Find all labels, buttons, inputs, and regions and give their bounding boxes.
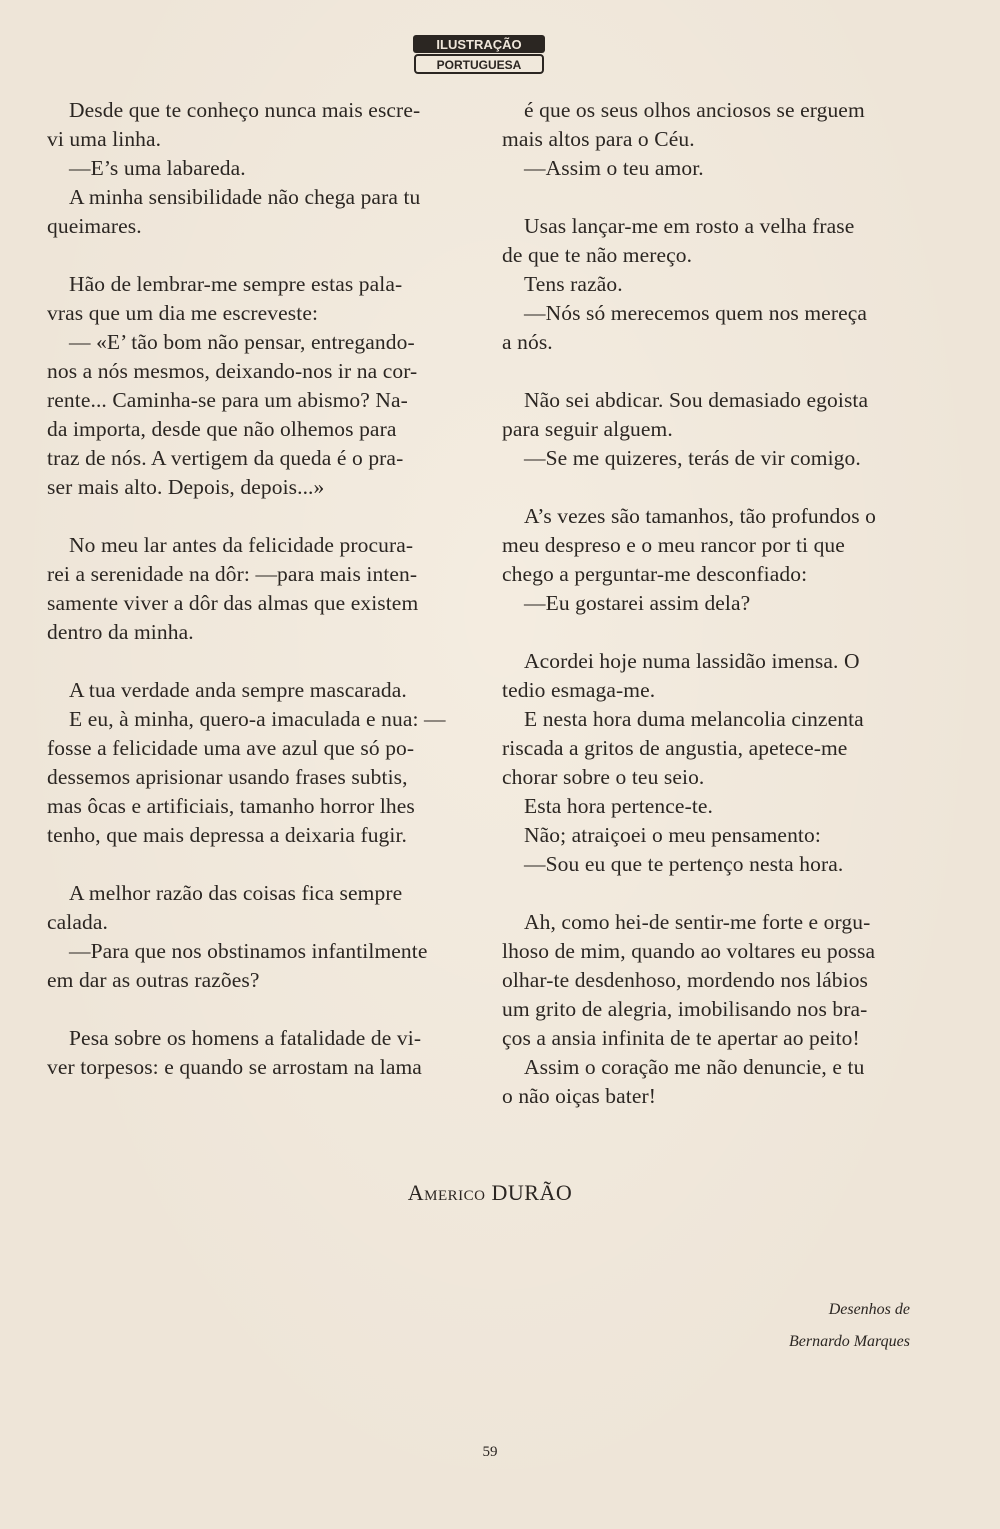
- author-first-name: Americo: [407, 1180, 486, 1205]
- text-line: — «E’ tão bom não pensar, entregando-: [69, 330, 415, 354]
- text-line: nos a nós mesmos, deixando-nos ir na cor-: [47, 359, 418, 383]
- text-line: calada.: [47, 910, 108, 934]
- page-number: 59: [482, 1444, 498, 1460]
- text-line: A tua verdade anda sempre mascarada.: [69, 678, 407, 702]
- right-column: [502, 96, 930, 1140]
- text-line: a nós.: [502, 330, 553, 354]
- paragraph: [47, 676, 472, 850]
- paragraph: [502, 212, 930, 357]
- logo-line2: PORTUGUESA: [436, 58, 522, 72]
- text-line: A melhor razão das coisas fica sempre: [69, 881, 403, 905]
- text-line: para seguir alguem.: [502, 417, 673, 441]
- magazine-logo: [412, 27, 548, 75]
- left-column: [47, 96, 472, 1111]
- text-line: meu despreso e o meu rancor por ti que: [502, 533, 845, 557]
- text-line: ver torpesos: e quando se arrostam na lama: [47, 1055, 422, 1079]
- text-line: rei a serenidade na dôr: —para mais inten-: [47, 562, 418, 586]
- author-last-name: DURÃO: [491, 1180, 573, 1205]
- illustration-credits: [789, 1294, 910, 1358]
- text-line: traz de nós. A vertigem da queda é o pra-: [47, 446, 404, 470]
- paragraph: [502, 502, 930, 618]
- text-line: queimares.: [47, 214, 142, 238]
- text-line: dentro da minha.: [47, 620, 194, 644]
- text-line: —Sou eu que te pertenço nesta hora.: [524, 852, 844, 876]
- text-line: chego a perguntar-me desconfiado:: [502, 562, 808, 586]
- text-line: lhoso de mim, quando ao voltares eu possa: [502, 939, 876, 963]
- text-line: Assim o coração me não denuncie, e tu: [524, 1055, 865, 1079]
- text-line: mas ôcas e artificiais, tamanho horror lhes: [47, 794, 415, 818]
- text-line: Acordei hoje numa lassidão imensa. O: [524, 649, 860, 673]
- text-line: —Assim o teu amor.: [524, 156, 704, 180]
- credits-line-2: Bernardo Marques: [788, 1333, 910, 1350]
- text-line: Pesa sobre os homens a fatalidade de vi-: [69, 1026, 422, 1050]
- paragraph: [502, 386, 930, 473]
- text-line: em dar as outras razões?: [47, 968, 260, 992]
- text-line: E nesta hora duma melancolia cinzenta: [524, 707, 864, 731]
- text-line: Desde que te conheço nunca mais escre-: [69, 98, 421, 122]
- text-line: Ah, como hei-de sentir-me forte e orgu-: [524, 910, 871, 934]
- paragraph: [47, 96, 472, 241]
- text-line: No meu lar antes da felicidade procura-: [69, 533, 414, 557]
- text-line: —E’s uma labareda.: [69, 156, 246, 180]
- text-line: dessemos aprisionar usando frases subtis,: [47, 765, 408, 789]
- paragraph: [502, 647, 930, 879]
- paragraph: [47, 879, 472, 995]
- logo-line1: ILUSTRAÇÃO: [436, 37, 522, 52]
- text-line: de que te não mereço.: [502, 243, 693, 267]
- text-line: Usas lançar-me em rosto a velha frase: [524, 214, 855, 238]
- text-line: chorar sobre o teu seio.: [502, 765, 705, 789]
- paragraph: [502, 96, 930, 183]
- text-line: samente viver a dôr das almas que existem: [47, 591, 419, 615]
- text-line: olhar-te desdenhoso, mordendo nos lábios: [502, 968, 869, 992]
- paragraph: [47, 531, 472, 647]
- text-line: ços a ansia infinita de te apertar ao peito!: [502, 1026, 860, 1050]
- text-line: Não sei abdicar. Sou demasiado egoista: [524, 388, 869, 412]
- text-line: A minha sensibilidade não chega para tu: [69, 185, 421, 209]
- text-line: da importa, desde que não olhemos para: [47, 417, 397, 441]
- text-line: Tens razão.: [524, 272, 623, 296]
- text-line: riscada a gritos de angustia, apetece-me: [502, 736, 848, 760]
- text-line: é que os seus olhos anciosos se erguem: [524, 98, 865, 122]
- text-line: vras que um dia me escreveste:: [47, 301, 319, 325]
- text-line: A’s vezes são tamanhos, tão profundos o: [524, 504, 877, 528]
- text-line: tenho, que mais depressa a deixaria fugir.: [47, 823, 408, 847]
- text-line: rente... Caminha-se para um abismo? Na-: [47, 388, 408, 412]
- text-line: E eu, à minha, quero-a imaculada e nua: —: [69, 707, 446, 731]
- text-line: —Nós só merecemos quem nos mereça: [524, 301, 868, 325]
- magazine-logo-graphic: [412, 27, 548, 75]
- text-line: vi uma linha.: [47, 127, 162, 151]
- text-line: Hão de lembrar-me sempre estas pala-: [69, 272, 403, 296]
- text-line: —Eu gostarei assim dela?: [524, 591, 751, 615]
- text-line: fosse a felicidade uma ave azul que só po-: [47, 736, 415, 760]
- text-line: tedio esmaga-me.: [502, 678, 656, 702]
- text-line: —Para que nos obstinamos infantilmente: [69, 939, 428, 963]
- paragraph: [47, 270, 472, 502]
- text-line: ser mais alto. Depois, depois...»: [47, 475, 325, 499]
- paragraph: [47, 1024, 472, 1082]
- paragraph: [502, 908, 930, 1111]
- text-line: o não oiças bater!: [502, 1084, 657, 1108]
- text-line: mais altos para o Céu.: [502, 127, 695, 151]
- author-signature: [0, 1180, 980, 1206]
- text-line: Não; atraiçoei o meu pensamento:: [524, 823, 821, 847]
- text-line: um grito de alegria, imobilisando nos bra-: [502, 997, 868, 1021]
- credits-line-1: Desenhos de: [828, 1301, 910, 1318]
- text-line: —Se me quizeres, terás de vir comigo.: [524, 446, 861, 470]
- text-line: Esta hora pertence-te.: [524, 794, 714, 818]
